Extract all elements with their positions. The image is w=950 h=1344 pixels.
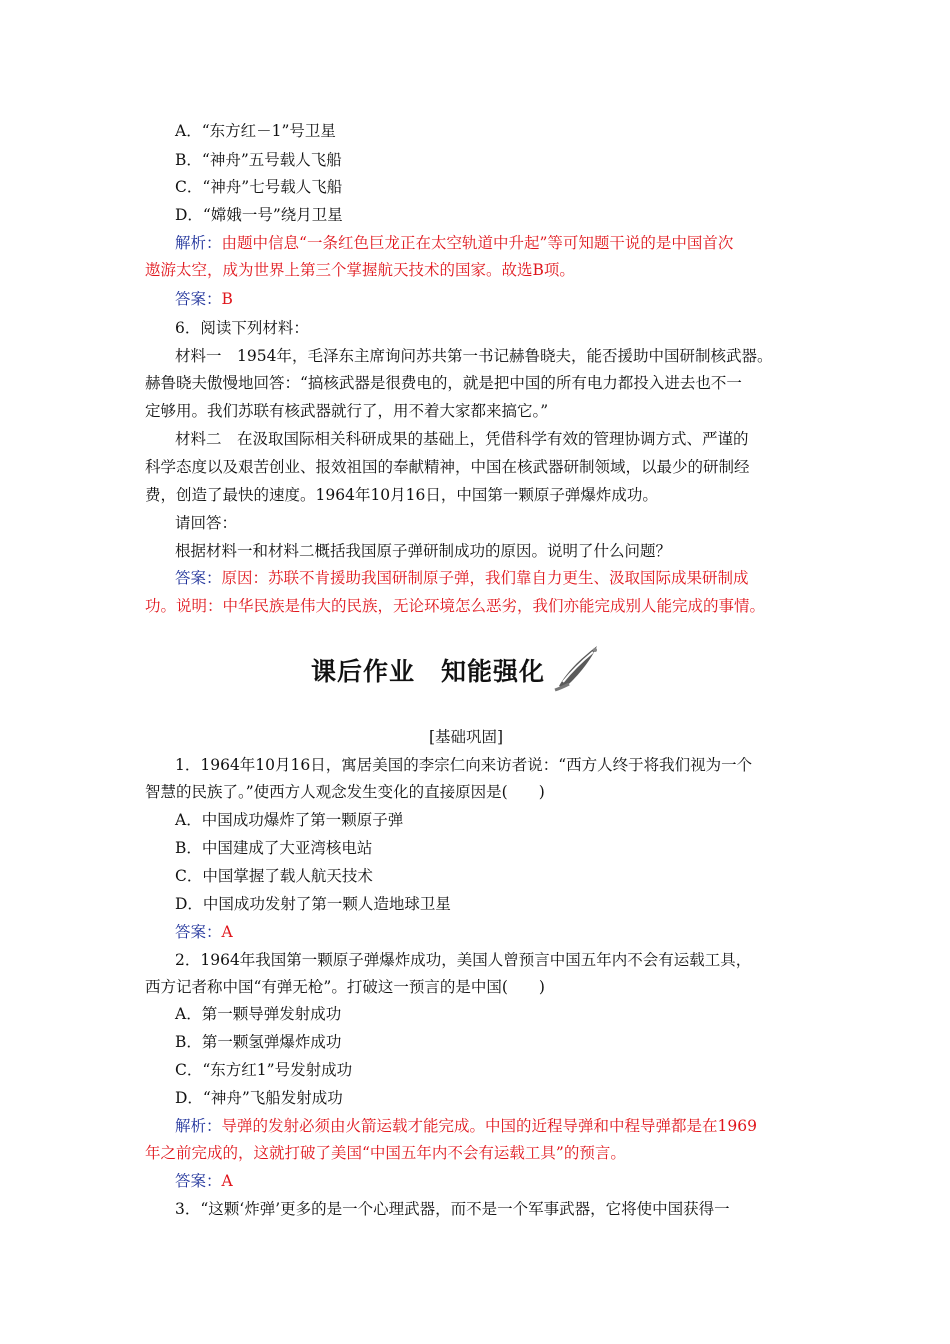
h2-option-d: D．“神舟”飞船发射成功 <box>175 1089 343 1107</box>
h1-option-b: B．中国建成了大亚湾核电站 <box>175 839 373 857</box>
q5-analysis-label: 解析： <box>175 234 222 252</box>
h1-answer-value: A <box>221 923 233 941</box>
h1-stem-line-1: 1．1964年10月16日，寓居美国的李宗仁向来访者说：“西方人终于将我们视为一个 <box>175 756 753 774</box>
h2-option-c: C．“东方红1”号发射成功 <box>175 1061 353 1079</box>
h1-option-a: A．中国成功爆炸了第一颗原子弹 <box>175 811 404 829</box>
h2-answer-value: A <box>221 1172 233 1190</box>
q5-option-d: D．“嫦娥一号”绕月卫星 <box>175 206 343 224</box>
section-banner <box>305 640 605 696</box>
q6-answer-line-2: 功。说明：中华民族是伟大的民族，无论环境怎么恶劣，我们亦能完成别人能完成的事情。 <box>145 597 766 615</box>
q5-option-b: B．“神舟”五号载人飞船 <box>175 151 342 169</box>
h1-stem-line-2: 智慧的民族了。”使西方人观念发生变化的直接原因是( ) <box>145 783 545 801</box>
q5-analysis-line-2: 遨游太空，成为世界上第三个掌握航天技术的国家。故选B项。 <box>145 261 575 279</box>
q6-material1-line-1: 材料一 1954年，毛泽东主席询问苏共第一书记赫鲁晓夫，能否援助中国研制核武器。 <box>175 347 773 365</box>
h2-answer-label: 答案： <box>175 1172 222 1190</box>
q6-question: 根据材料一和材料二概括我国原子弹研制成功的原因。说明了什么问题？ <box>175 542 672 560</box>
h2-analysis-line-2: 年之前完成的，这就打破了美国“中国五年内不会有运载工具”的预言。 <box>145 1144 626 1162</box>
q5-answer-label: 答案： <box>175 290 222 308</box>
q6-stem: 6．阅读下列材料： <box>175 319 309 337</box>
q6-material1-line-2: 赫鲁晓夫傲慢地回答：“搞核武器是很费电的，就是把中国的所有电力都投入进去也不一 <box>145 374 742 392</box>
h2-analysis-label: 解析： <box>175 1117 222 1135</box>
q6-material1-line-3: 定够用。我们苏联有核武器就行了，用不着大家都来搞它。” <box>145 402 549 420</box>
h2-stem-line-1: 2．1964年我国第一颗原子弹爆炸成功，美国人曾预言中国五年内不会有运载工具， <box>175 951 752 969</box>
q5-option-a: A．“东方红－1”号卫星 <box>175 122 336 140</box>
h2-option-b: B．第一颗氢弹爆炸成功 <box>175 1033 342 1051</box>
brush-stroke-icon <box>553 642 605 694</box>
q6-ask: 请回答： <box>175 514 238 532</box>
h1-option-c: C．中国掌握了载人航天技术 <box>175 867 373 885</box>
q6-material2-line-2: 科学态度以及艰苦创业、报效祖国的奉献精神，中国在核武器研制领域，以最少的研制经 <box>145 458 750 476</box>
q6-answer-line-1 <box>175 568 749 588</box>
h2-option-a: A．第一颗导弹发射成功 <box>175 1005 342 1023</box>
q6-material2-line-1: 材料二 在汲取国际相关科研成果的基础上，凭借科学有效的管理协调方式、严谨的 <box>175 430 749 448</box>
h3-stem-line-1: 3．“这颗‘炸弹’更多的是一个心理武器，而不是一个军事武器，它将使中国获得一 <box>175 1200 730 1218</box>
h2-answer <box>175 1171 233 1191</box>
h1-answer <box>175 922 233 942</box>
section-banner-title: 课后作业 知能强化 <box>311 657 546 686</box>
q5-answer-value: B <box>221 290 233 308</box>
h1-option-d: D．中国成功发射了第一颗人造地球卫星 <box>175 895 451 913</box>
h1-answer-label: 答案： <box>175 923 222 941</box>
h2-analysis-line-1 <box>175 1116 757 1136</box>
q5-analysis-line-1 <box>175 233 733 253</box>
h2-analysis-text-1: 导弹的发射必须由火箭运载才能完成。中国的近程导弹和中程导弹都是在1969 <box>221 1117 757 1135</box>
q5-answer <box>175 289 233 309</box>
q5-option-c: C．“神舟”七号载人飞船 <box>175 178 343 196</box>
h2-stem-line-2: 西方记者称中国“有弹无枪”。打破这一预言的是中国( ) <box>145 978 545 996</box>
q6-material2-line-3: 费，创造了最快的速度。1964年10月16日，中国第一颗原子弹爆炸成功。 <box>145 486 658 504</box>
q5-analysis-text-1: 由题中信息“一条红色巨龙正在太空轨道中升起”等可知题干说的是中国首次 <box>221 234 734 252</box>
section-subtitle: [基础巩固] <box>429 728 504 746</box>
q6-answer-label: 答案： <box>175 569 222 587</box>
q6-answer-text-1: 原因：苏联不肯援助我国研制原子弹，我们靠自力更生、汲取国际成果研制成 <box>221 569 749 587</box>
